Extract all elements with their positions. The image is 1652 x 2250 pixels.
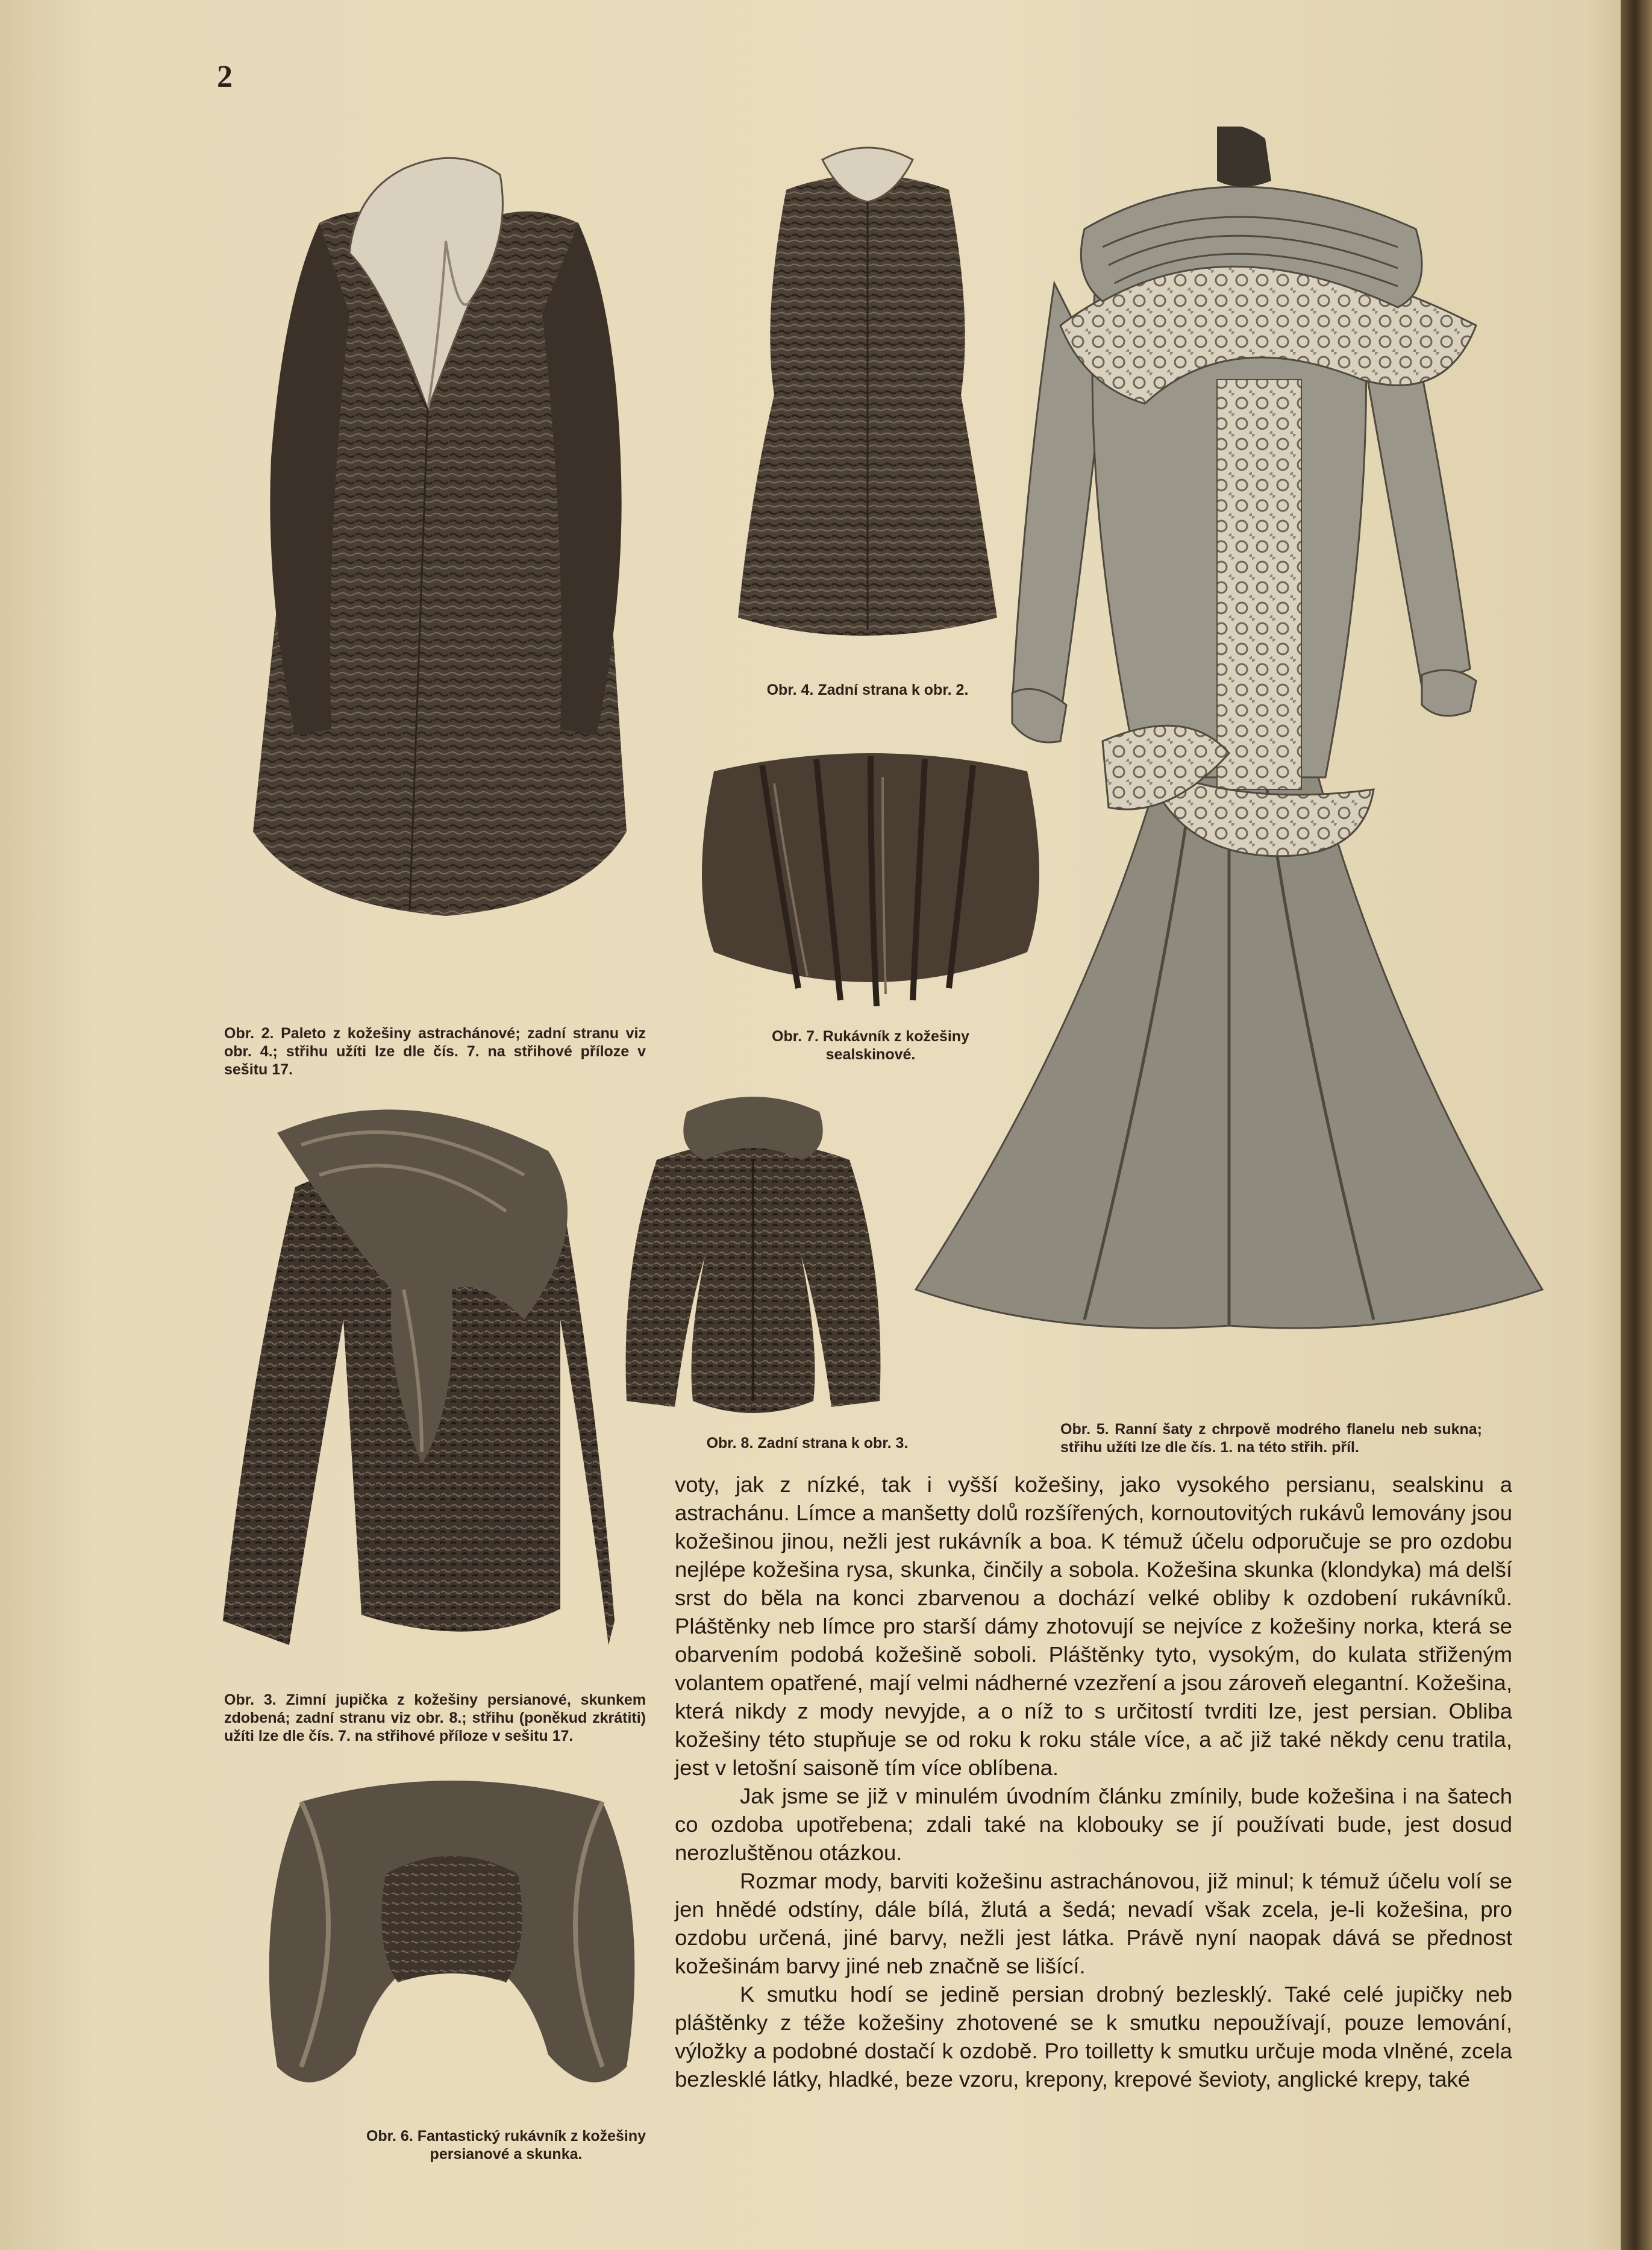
book-spine-edge	[1621, 0, 1652, 2250]
jacket-back-illustration	[621, 1088, 886, 1425]
figure-8-jacket-back	[621, 1088, 886, 1425]
article-text	[675, 1470, 1512, 2093]
article-paragraph-3: Rozmar mody, barviti kožešinu astrachánovou, již minul; k témuž účelu volí se jen hnědé odstíny, dále bílá, žlutá a šedá; nevadí však zcela, je-li kožešina, pro ozdobu určená, jiné barvy, nežli jest látka. Právě nyní naopak dává se přednost kožešinám barvy jiné neb značně se lišící.	[675, 1869, 1512, 1978]
winter-jacket-illustration	[223, 1091, 615, 1663]
figure-3-caption: Obr. 3. Zimní jupička z kožešiny persianové, skunkem zdobená; zadní stranu viz obr. 8.; střihu (poněkud zkrátiti) užíti lze dle čís. 7. na střihové příloze v sešitu 17.	[224, 1691, 646, 1744]
figure-4-caption: Obr. 4. Zadní strana k obr. 2.	[766, 682, 969, 698]
fur-coat-illustration	[229, 121, 651, 1006]
article-paragraph-2: Jak jsme se již v minulém úvodním článku zmínily, bude kožešina i na šatech co ozdoba upotřebena; zdali také na klobouky se jí používati bude, jest dosud nerozluštěnou otázkou.	[675, 1784, 1512, 1865]
article-paragraph-4: K smutku hodí se jedině persian drobný bezlesklý. Také celé jupičky neb pláštěnky z téže kožešiny zhotovené se k smutku nepoužívají, pouze lemování, výložky a podobné dostačí k ozdobě. Pro toilletty k smutku určuje moda vlněné, zcela bezlesklé látky, hladké, beze vzoru, krepony, krepové ševioty, anglické krepy, také	[675, 1982, 1512, 2092]
figure-3-winter-jacket	[223, 1091, 615, 1663]
figure-6-caption: Obr. 6. Fantastický rukávník z kožešiny persianové a skunka.	[366, 2128, 646, 2163]
page-number: 2	[217, 60, 233, 94]
figure-7-caption: Obr. 7. Rukávník z kožešiny sealskinové.	[772, 1028, 969, 1063]
figure-6-fantasy-muff	[265, 1766, 639, 2109]
figure-5-morning-dress	[904, 127, 1554, 1335]
article-paragraph-1: voty, jak z nízké, tak i vyšší kožešiny, jako vysokého persianu, sealskinu a astrachánu. Límce a manšetty dolů rozšířených, kornoutovitých rukávů lemovány jsou kožešinou jinou, nežli jest rukávník a boa. K témuž účelu odporučuje se pro ozdobu nejlépe kožešina rysa, skunka, činčily a sobola. Kožešina skunka (klondyka) má delší srst do běla na konci zbarvenou a dochází velké obliby k ozdobení rukávníků. Pláštěnky neb límce pro starší dámy zhotovují se nejvíce z kožešiny norka, která se obarvením podobá kožešině soboli. Pláštěnky tyto, vysokým, do kulata střiženým volantem opatřené, mají velmi nádherné vzezření a jsou zároveň elegantní. Kožešina, která nikdy z mody nevyjde, a o níž to s určitostí tvrditi lze, jest persian. Obliba kožešiny této stupňuje se od roku k roku stále více, a ač již také někdy cenu tratila, jest v letošní saisoně tím více oblíbena.	[675, 1472, 1512, 1780]
dress-illustration	[904, 127, 1554, 1335]
fantasy-muff-illustration	[265, 1766, 639, 2109]
figure-5-caption: Obr. 5. Ranní šaty z chrpově modrého flanelu neb sukna; střihu užíti lze dle čís. 1. na této střih. příl.	[1060, 1421, 1482, 1456]
figure-2-caption: Obr. 2. Paleto z kožešiny astrachánové; zadní stranu viz obr. 4.; střihu užíti lze dle čís. 7. na střihové příloze v sešitu 17.	[224, 1025, 646, 1078]
figure-8-caption: Obr. 8. Zadní strana k obr. 3.	[706, 1435, 909, 1452]
figure-2-fur-coat	[229, 121, 651, 1006]
